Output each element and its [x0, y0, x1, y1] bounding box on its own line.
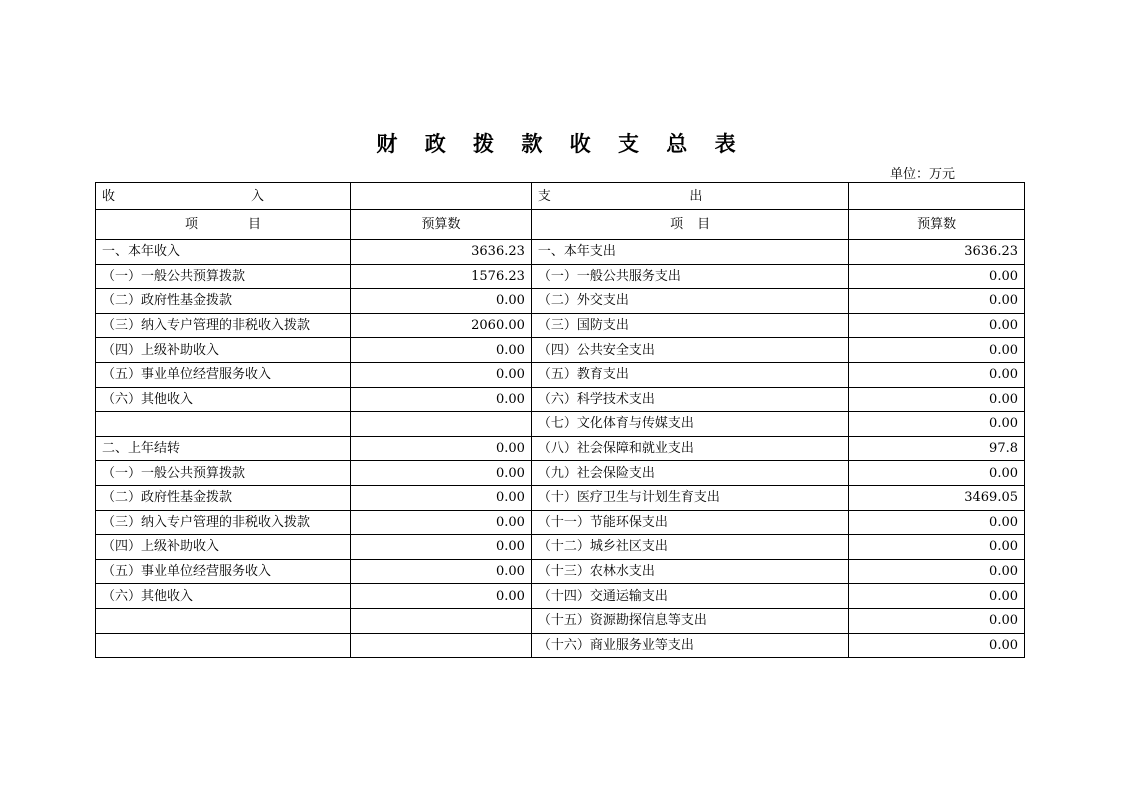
income-item-cell: （二）政府性基金拨款 — [96, 485, 351, 510]
unit-label: 单位：万元 — [890, 167, 956, 182]
expense-value-cell: 0.00 — [849, 559, 1025, 584]
expense-item-cell: 一、本年支出 — [531, 240, 848, 265]
page-title: 财 政 拨 款 收 支 总 表 — [376, 132, 746, 156]
expense-value-cell: 3636.23 — [849, 240, 1025, 265]
income-item-cell: （六）其他收入 — [96, 584, 351, 609]
table-row — [96, 633, 1025, 658]
income-item-cell: （一）一般公共预算拨款 — [96, 461, 351, 486]
expense-budget-header: 预算数 — [849, 210, 1025, 240]
table-row — [96, 608, 1025, 633]
expense-value-cell: 0.00 — [849, 633, 1025, 658]
income-item-cell — [96, 608, 351, 633]
expense-value-cell: 0.00 — [849, 387, 1025, 412]
income-header-blank — [350, 183, 531, 210]
expense-item-cell: （十五）资源勘探信息等支出 — [531, 608, 848, 633]
table-row — [96, 510, 1025, 535]
income-item-cell: （三）纳入专户管理的非税收入拨款 — [96, 510, 351, 535]
table-row — [96, 436, 1025, 461]
table-row — [96, 461, 1025, 486]
expense-value-cell: 0.00 — [849, 461, 1025, 486]
expense-item-cell: （十六）商业服务业等支出 — [531, 633, 848, 658]
expense-item-cell: （六）科学技术支出 — [531, 387, 848, 412]
table-body — [96, 240, 1025, 658]
expense-value-cell: 3469.05 — [849, 485, 1025, 510]
column-header-row — [96, 210, 1025, 240]
expense-value-cell: 0.00 — [849, 608, 1025, 633]
table-row — [96, 240, 1025, 265]
table-row — [96, 289, 1025, 314]
expense-header: 支 出 — [531, 183, 848, 210]
expense-value-cell: 0.00 — [849, 313, 1025, 338]
expense-item-cell: （一）一般公共服务支出 — [531, 264, 848, 289]
expense-item-header: 项 目 — [531, 210, 848, 240]
income-value-cell: 0.00 — [350, 485, 531, 510]
expense-value-cell: 0.00 — [849, 535, 1025, 560]
table-row — [96, 535, 1025, 560]
expense-item-cell: （三）国防支出 — [531, 313, 848, 338]
income-item-cell: （五）事业单位经营服务收入 — [96, 362, 351, 387]
table-row — [96, 338, 1025, 363]
table-row — [96, 313, 1025, 338]
income-item-cell: （五）事业单位经营服务收入 — [96, 559, 351, 584]
expense-value-cell: 0.00 — [849, 289, 1025, 314]
expense-value-cell: 0.00 — [849, 412, 1025, 437]
income-item-cell: （四）上级补助收入 — [96, 535, 351, 560]
income-item-cell: （二）政府性基金拨款 — [96, 289, 351, 314]
expense-value-cell: 0.00 — [849, 584, 1025, 609]
income-value-cell: 0.00 — [350, 436, 531, 461]
expense-item-cell: （十三）农林水支出 — [531, 559, 848, 584]
income-value-cell: 0.00 — [350, 584, 531, 609]
income-item-cell — [96, 412, 351, 437]
income-value-cell: 0.00 — [350, 362, 531, 387]
income-budget-header: 预算数 — [350, 210, 531, 240]
expense-value-cell: 0.00 — [849, 362, 1025, 387]
income-value-cell: 0.00 — [350, 461, 531, 486]
income-value-cell: 3636.23 — [350, 240, 531, 265]
table-row — [96, 412, 1025, 437]
expense-value-cell: 97.8 — [849, 436, 1025, 461]
income-item-cell — [96, 633, 351, 658]
expense-value-cell: 0.00 — [849, 338, 1025, 363]
income-value-cell: 0.00 — [350, 289, 531, 314]
expense-item-cell: （十一）节能环保支出 — [531, 510, 848, 535]
income-value-cell: 0.00 — [350, 338, 531, 363]
table-row — [96, 485, 1025, 510]
expense-value-cell: 0.00 — [849, 264, 1025, 289]
income-value-cell: 0.00 — [350, 535, 531, 560]
income-value-cell: 0.00 — [350, 559, 531, 584]
income-item-cell: 一、本年收入 — [96, 240, 351, 265]
income-value-cell: 0.00 — [350, 387, 531, 412]
income-value-cell: 2060.00 — [350, 313, 531, 338]
expense-item-cell: （八）社会保障和就业支出 — [531, 436, 848, 461]
expense-value-cell: 0.00 — [849, 510, 1025, 535]
expense-item-cell: （十四）交通运输支出 — [531, 584, 848, 609]
table-row — [96, 362, 1025, 387]
income-item-cell: 二、上年结转 — [96, 436, 351, 461]
budget-table — [95, 182, 1025, 658]
income-value-cell — [350, 633, 531, 658]
expense-item-cell: （七）文化体育与传媒支出 — [531, 412, 848, 437]
income-value-cell — [350, 608, 531, 633]
income-item-cell: （六）其他收入 — [96, 387, 351, 412]
income-value-cell: 0.00 — [350, 510, 531, 535]
expense-item-cell: （四）公共安全支出 — [531, 338, 848, 363]
table-row — [96, 584, 1025, 609]
table-header-row — [96, 183, 1025, 210]
table-row — [96, 264, 1025, 289]
table-row — [96, 387, 1025, 412]
expense-item-cell: （二）外交支出 — [531, 289, 848, 314]
expense-item-cell: （五）教育支出 — [531, 362, 848, 387]
income-value-cell — [350, 412, 531, 437]
expense-item-cell: （十）医疗卫生与计划生育支出 — [531, 485, 848, 510]
income-item-cell: （四）上级补助收入 — [96, 338, 351, 363]
income-header: 收 入 — [96, 183, 351, 210]
income-item-header: 项 目 — [96, 210, 351, 240]
income-item-cell: （一）一般公共预算拨款 — [96, 264, 351, 289]
expense-header-blank — [849, 183, 1025, 210]
income-value-cell: 1576.23 — [350, 264, 531, 289]
expense-item-cell: （十二）城乡社区支出 — [531, 535, 848, 560]
table-row — [96, 559, 1025, 584]
income-item-cell: （三）纳入专户管理的非税收入拨款 — [96, 313, 351, 338]
expense-item-cell: （九）社会保险支出 — [531, 461, 848, 486]
